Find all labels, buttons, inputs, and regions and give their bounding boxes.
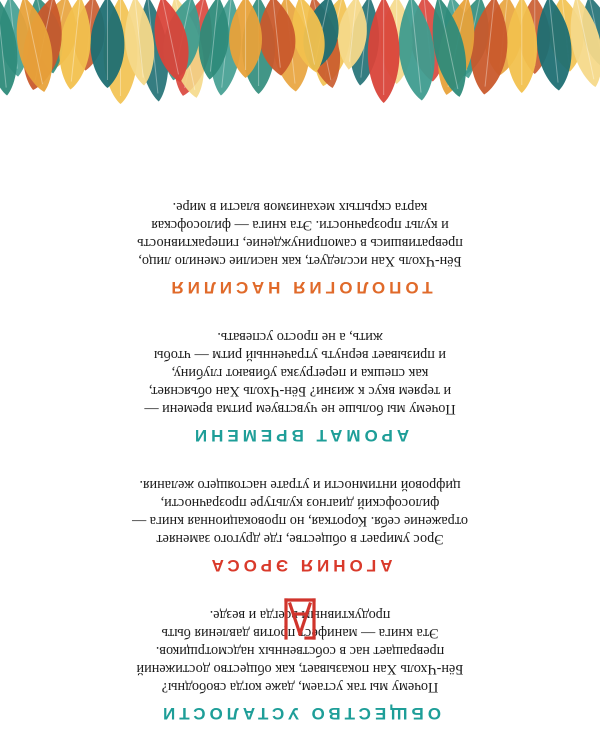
publisher-logo-icon bbox=[282, 596, 318, 644]
section-title: АГОНИЯ ЭРОСА bbox=[207, 556, 393, 575]
book-descriptions bbox=[0, 198, 600, 740]
section-text: Эрос умирает в обществе, где другого заменяет отражение себя. Короткая, но провокационная книга — философский диагноз культуре прозрачности, цифровой интимности и утрате настоящего желания. bbox=[132, 477, 468, 547]
section-topologiya-nasiliya bbox=[0, 198, 600, 298]
decorative-leaves bbox=[0, 0, 600, 108]
section-text: Бён-Чхоль Хан исследует, как насилие сменило лицо, превратившись в самопринуждение, гиперактивность и культ прозрачности. Эта книга — философская карта скрытых механизмов власти в мире. bbox=[137, 199, 463, 269]
section-agoniya-erosa bbox=[0, 476, 600, 576]
section-text: Почему мы больше не чувствуем ритма времени — и теряем вкус к жизни? Бён-Чхоль Хан объясняет, как спешка и перегрузка убивают глубину, и призывает вернуть утраченный ритм — чтобы жить, а не просто успевать. bbox=[144, 329, 456, 417]
section-title: ТОПОЛОГИЯ НАСИЛИЯ bbox=[167, 278, 433, 297]
section-text: Почему мы так устаем, даже когда свободны? Бён-Чхоль Хан показывает, как общество достижений превращает нас в собственных надсмотрщиков. Эта книга — манифест против давления быть продуктивным всегда и везде. bbox=[136, 607, 464, 695]
section-title: ОБЩЕСТВО УСТАЛОСТИ bbox=[159, 704, 441, 723]
section-aromat-vremeni bbox=[0, 328, 600, 446]
section-title: АРОМАТ ВРЕМЕНИ bbox=[190, 426, 410, 445]
